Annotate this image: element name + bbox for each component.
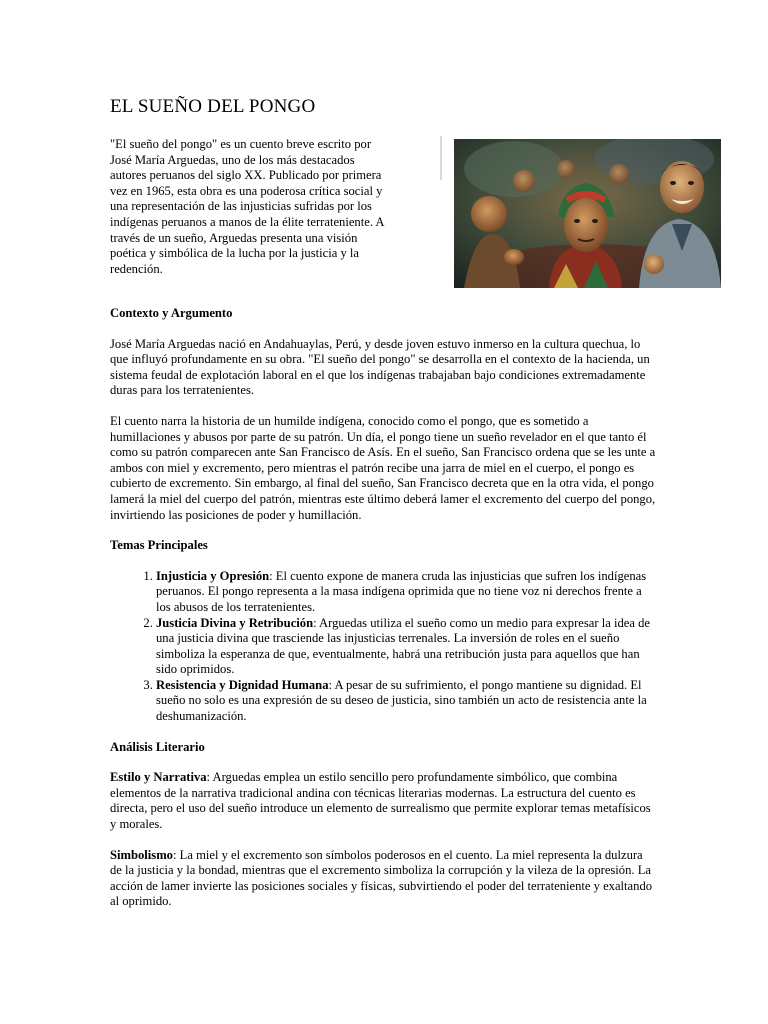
themes-list (110, 569, 656, 725)
context-paragraph-2: El cuento narra la historia de un humilde indígena, conocido como el pongo, que es sometido a humillaciones y abusos por parte de su patrón. Un día, el pongo tiene un sueño revelador en el que tanto él como su patrón comparecen ante San Francisco de Asís. En el sueño, San Francisco ordena que se les unte a ambos con miel y excremento, pero mientras el patrón recibe una jarra de miel en el cuerpo, el pongo es cubierto de excremento. Sin embargo, al final del sueño, San Francisco decreta que en la otra vida, el pongo lamerá la miel del cuerpo del patrón, mientras este último deberá lamer el excremento del cuerpo del pongo, invirtiendo las posiciones de poder y humillación. (110, 413, 656, 522)
theme-text: : El cuento expone de manera cruda las injusticias que sufren los indígenas peruanos. El pongo representa a la masa indígena oprimida que no tiene voz ni derechos frente a los abusos de los terratenientes. (156, 568, 647, 614)
theme-term: Justicia Divina y Retribución (156, 615, 314, 630)
style-text: : Arguedas emplea un estilo sencillo pero profundamente simbólico, que combina elementos de la narrativa tradicional andina con técnicas literarias modernas. La estructura del cuento es directa, pero el uso del sueño introduce un elemento de surrealismo que permite explorar temas metafísicos y morales. (110, 770, 651, 832)
list-item (156, 678, 656, 725)
theme-term: Injusticia y Opresión (156, 568, 270, 583)
main-content (110, 306, 656, 925)
page-title: EL SUEÑO DEL PONGO (110, 96, 316, 117)
section-heading-analysis: Análisis Literario (110, 739, 205, 754)
story-illustration (454, 139, 721, 288)
list-item (156, 616, 656, 678)
divider (440, 136, 442, 180)
symbolism-paragraph (110, 848, 656, 910)
section-heading-context: Contexto y Argumento (110, 306, 233, 320)
intro-paragraph: "El sueño del pongo" es un cuento breve escrito por José María Arguedas, uno de los más destacados autores peruanos del siglo XX. Publicado por primera vez en 1965, esta obra es una poderosa crítica social y una representación de las injusticias sufridas por los indígenas peruanos a manos de la élite terrateniente. A través de un sueño, Arguedas presenta una visión poética y simbólica de la lucha por la justicia y la redención. (110, 137, 384, 276)
theme-term: Resistencia y Dignidad Humana (156, 677, 329, 692)
style-term: Estilo y Narrativa (110, 770, 207, 785)
style-paragraph (110, 770, 656, 832)
symbolism-term: Simbolismo (110, 847, 173, 862)
list-item (156, 569, 656, 616)
symbolism-text: : La miel y el excremento son símbolos poderosos en el cuento. La miel representa la dulzura de la justicia y la bondad, mientras que el excremento simboliza la corrupción y la vileza de la opresión. La acción de lamer invierte las posiciones sociales y físicas, subvirtiendo el poder del terrateniente y exaltando al oprimido. (110, 847, 653, 909)
context-paragraph-1: José María Arguedas nació en Andahuaylas, Perú, y desde joven estuvo inmerso en la cultura quechua, lo que influyó profundamente en su obra. "El sueño del pongo" se desarrolla en el contexto de la hacienda, un sistema feudal de explotación laboral en el que los indígenas trabajaban bajo condiciones extremadamente duras para los terratenientes. (110, 336, 650, 398)
section-heading-themes: Temas Principales (110, 538, 208, 553)
theme-text: : A pesar de su sufrimiento, el pongo mantiene su dignidad. El sueño no solo es una expresión de su deseo de justicia, sino también un acto de resistencia ante la deshumanización. (156, 677, 647, 724)
theme-text: : Arguedas utiliza el sueño como un medio para expresar la idea de una justicia divina que trasciende las injusticias terrenales. La inversión de roles en el sueño simboliza la esperanza de que, eventualmente, habrá una retribución justa para aquellos que han sido oprimidos. (156, 615, 650, 677)
